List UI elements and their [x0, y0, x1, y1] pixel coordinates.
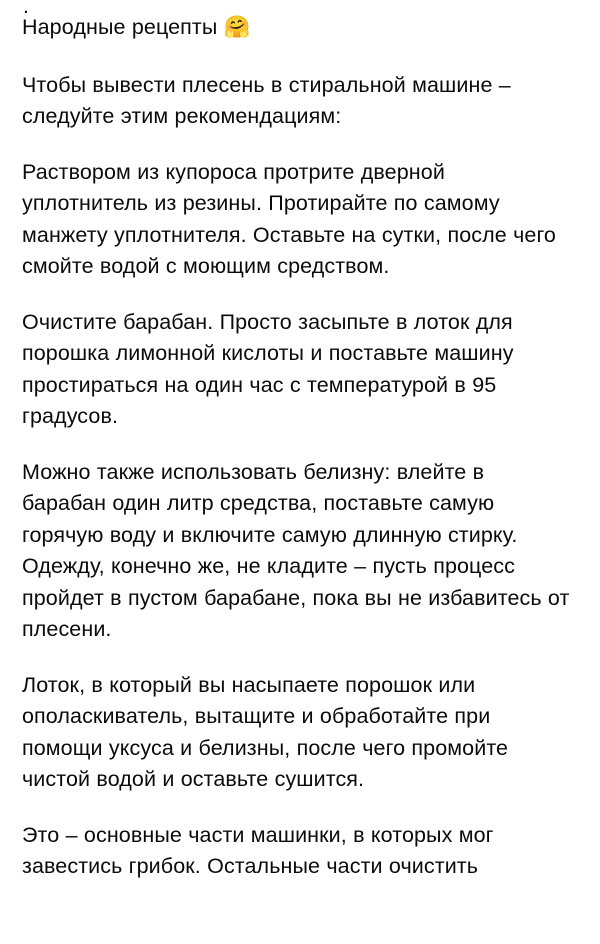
- paragraph-intro: Чтобы вывести плесень в стиральной машине – следуйте этим рекомендациям:: [22, 72, 511, 128]
- paragraph-step-3: Можно также использовать белизну: влейте в барабан один литр средства, поставьте самую горячую воду и включите самую длинную стирку. Одежду, конечно же, не кладите – пусть процесс пройдет в пустом барабане, пока вы не избавитесь от плесени.: [22, 459, 570, 641]
- paragraph-step-2: Очистите барабан. Просто засыпьте в лоток для порошка лимонной кислоты и поставьте машину простираться на один час с температурой в 95 градусов.: [22, 309, 514, 428]
- article-title: Народные рецепты 🤗: [22, 15, 251, 39]
- article-body: [22, 0, 574, 883]
- paragraph-step-5: Это – основные части машинки, в которых мог завестись грибок. Остальные части очистить: [22, 822, 494, 878]
- lead-dot: .: [23, 0, 29, 18]
- paragraph-step-1: Раствором из купороса протрите дверной уплотнитель из резины. Протирайте по самому манжету уплотнителя. Оставьте на сутки, после чего смойте водой с моющим средством.: [22, 159, 556, 278]
- paragraph-step-4: Лоток, в который вы насыпаете порошок или ополаскиватель, вытащите и обработайте при помощи уксуса и белизны, после чего промойте чистой водой и оставьте сушится.: [22, 672, 509, 791]
